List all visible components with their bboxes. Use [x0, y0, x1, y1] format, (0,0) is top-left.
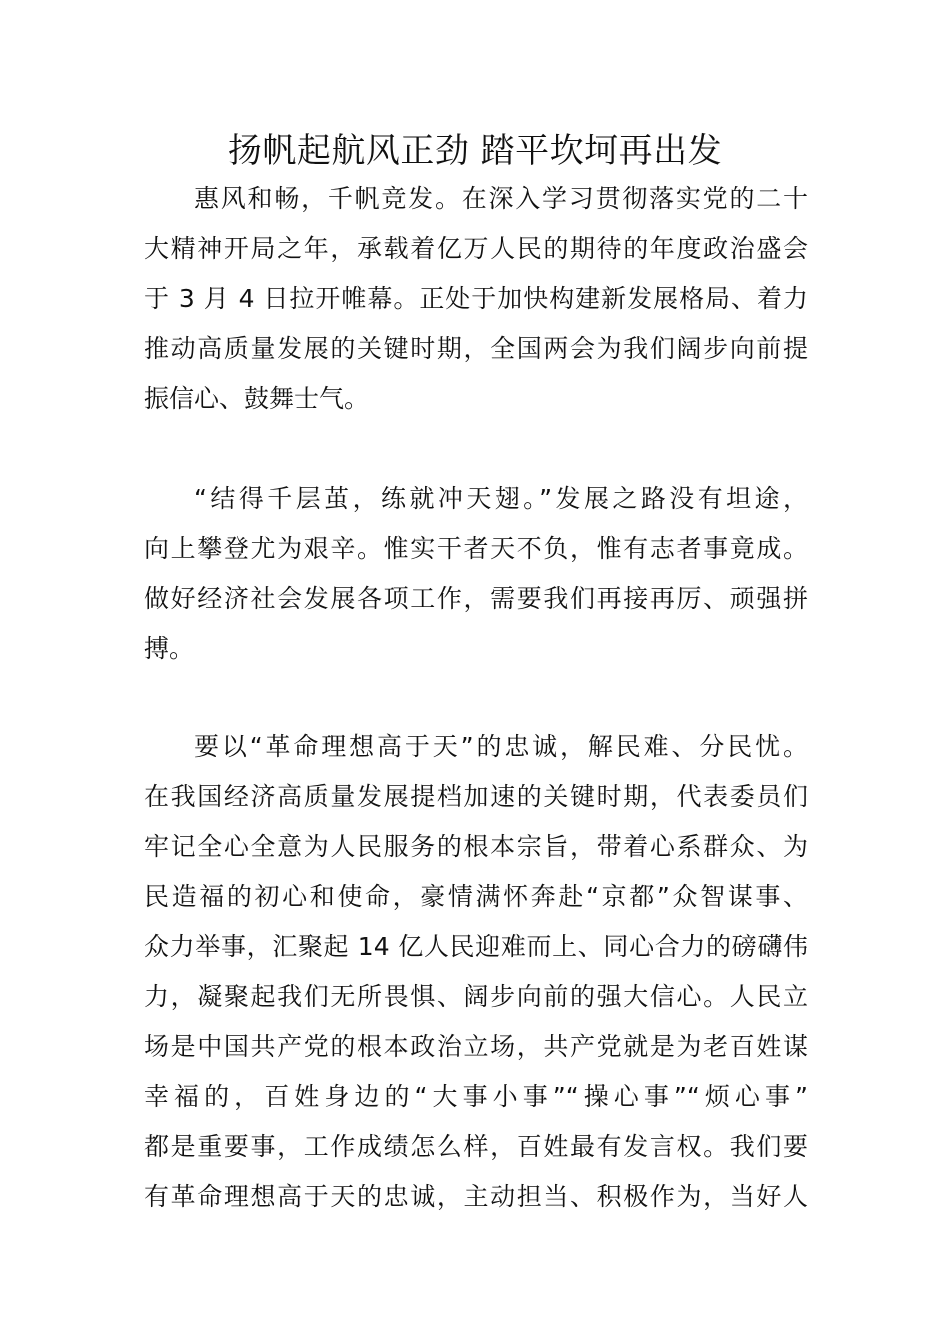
paragraph-1 — [144, 174, 808, 424]
paragraph-line: 民造福的初心和使命，豪情满怀奔赴“京都”众智谋事、 — [144, 882, 808, 911]
paragraph-line: 振信心、鼓舞士气。 — [144, 384, 370, 413]
paragraph-line: 惠风和畅，千帆竞发。在深入学习贯彻落实党的二十 — [194, 184, 808, 213]
document-title: 扬帆起航风正劲 踏平坎坷再出发 — [227, 131, 723, 171]
paragraph-line: 大精神开局之年，承载着亿万人民的期待的年度政治盛会 — [144, 234, 808, 263]
paragraph-line: 推动高质量发展的关键时期，全国两会为我们阔步向前提 — [144, 334, 808, 363]
paragraph-2 — [144, 474, 808, 674]
paragraph-line: 幸福的，百姓身边的“大事小事”“操心事”“烦心事” — [144, 1082, 808, 1111]
paragraph-line: 众力举事，汇聚起 14 亿人民迎难而上、同心合力的磅礴伟 — [144, 932, 808, 961]
paragraph-line: 都是重要事，工作成绩怎么样，百姓最有发言权。我们要 — [144, 1132, 808, 1161]
paragraph-line: 于 3 月 4 日拉开帷幕。正处于加快构建新发展格局、着力 — [144, 284, 808, 313]
paragraph-line: 做好经济社会发展各项工作，需要我们再接再厉、顽强拼 — [144, 584, 808, 613]
paragraph-line: 向上攀登尤为艰辛。惟实干者天不负，惟有志者事竟成。 — [144, 534, 808, 563]
paragraph-line: 有革命理想高于天的忠诚，主动担当、积极作为，当好人 — [144, 1182, 808, 1211]
paragraph-line: 牢记全心全意为人民服务的根本宗旨，带着心系群众、为 — [144, 832, 808, 861]
paragraph-line: 力，凝聚起我们无所畏惧、阔步向前的强大信心。人民立 — [144, 982, 808, 1011]
paragraph-line: 要以“革命理想高于天”的忠诚，解民难、分民忧。 — [194, 732, 808, 761]
paragraph-line: 在我国经济高质量发展提档加速的关键时期，代表委员们 — [144, 782, 808, 811]
paragraph-3 — [144, 722, 808, 1222]
paragraph-line: “结得千层茧，练就冲天翅。”发展之路没有坦途， — [194, 484, 808, 513]
paragraph-line: 搏。 — [144, 634, 195, 663]
paragraph-line: 场是中国共产党的根本政治立场，共产党就是为老百姓谋 — [144, 1032, 808, 1061]
